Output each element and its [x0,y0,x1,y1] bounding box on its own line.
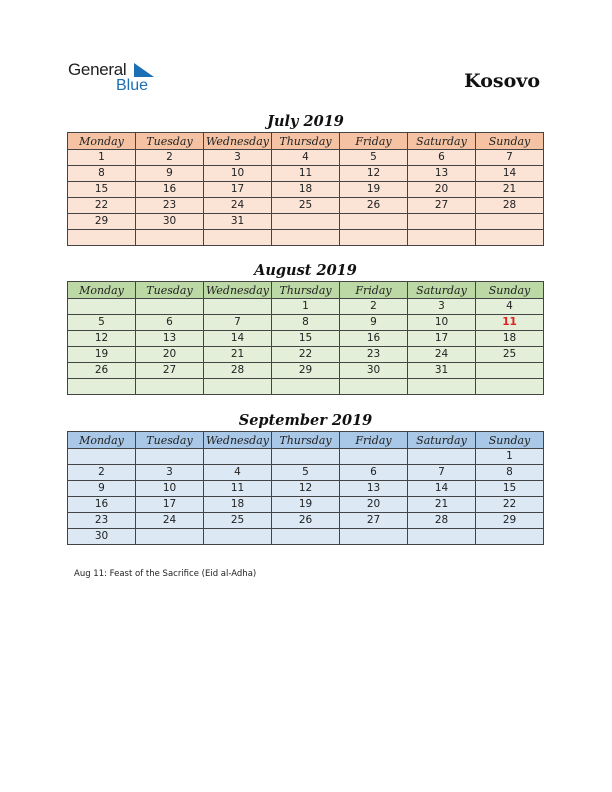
day-cell: 28 [204,363,272,379]
day-cell: 7 [204,315,272,331]
day-cell: 23 [340,347,408,363]
day-cell: 22 [272,347,340,363]
day-cell: 26 [68,363,136,379]
day-cell: 30 [340,363,408,379]
day-cell: 22 [68,198,136,214]
day-cell: 25 [272,198,340,214]
day-cell: 20 [408,182,476,198]
day-cell: 1 [68,150,136,166]
empty-day-cell [340,379,408,395]
day-cell: 30 [68,529,136,545]
empty-day-cell [476,379,544,395]
empty-day-cell [204,230,272,246]
empty-day-cell [340,230,408,246]
weekday-header: Sunday [476,432,544,449]
day-cell: 9 [340,315,408,331]
empty-day-cell [272,449,340,465]
week-row [68,497,544,513]
day-cell: 3 [204,150,272,166]
day-cell: 18 [272,182,340,198]
week-row [68,465,544,481]
day-cell: 19 [340,182,408,198]
day-cell: 17 [136,497,204,513]
day-cell: 20 [136,347,204,363]
week-row [68,481,544,497]
day-cell: 2 [340,299,408,315]
week-row [68,230,544,246]
day-cell: 28 [476,198,544,214]
weekday-header: Monday [68,133,136,150]
day-cell: 11 [476,315,544,331]
day-cell: 25 [476,347,544,363]
day-cell: 23 [68,513,136,529]
day-cell: 5 [68,315,136,331]
day-cell: 19 [68,347,136,363]
week-row [68,150,544,166]
weekday-header-row [68,432,544,449]
empty-day-cell [204,379,272,395]
week-row [68,182,544,198]
day-cell: 24 [408,347,476,363]
logo [68,60,168,96]
month-august [67,261,544,395]
empty-day-cell [136,529,204,545]
day-cell: 29 [68,214,136,230]
empty-day-cell [408,230,476,246]
empty-day-cell [272,529,340,545]
day-cell: 10 [408,315,476,331]
day-cell: 24 [136,513,204,529]
day-cell: 4 [476,299,544,315]
day-cell: 12 [272,481,340,497]
empty-day-cell [204,449,272,465]
day-cell: 8 [68,166,136,182]
day-cell: 14 [204,331,272,347]
empty-day-cell [476,363,544,379]
empty-day-cell [340,449,408,465]
month-title: August 2019 [254,262,357,279]
calendar-table [67,132,544,246]
day-cell: 8 [476,465,544,481]
logo-word-general: General [68,60,127,79]
weekday-header: Monday [68,282,136,299]
day-cell: 13 [136,331,204,347]
weekday-header: Saturday [408,282,476,299]
empty-day-cell [408,379,476,395]
empty-day-cell [476,230,544,246]
weekday-header: Thursday [272,282,340,299]
day-cell: 3 [408,299,476,315]
day-cell: 6 [408,150,476,166]
empty-day-cell [68,230,136,246]
empty-day-cell [204,299,272,315]
empty-day-cell [340,529,408,545]
week-row [68,315,544,331]
empty-day-cell [136,449,204,465]
weekday-header: Wednesday [204,282,272,299]
day-cell: 23 [136,198,204,214]
day-cell: 1 [272,299,340,315]
weekday-header: Tuesday [136,432,204,449]
day-cell: 31 [408,363,476,379]
empty-day-cell [204,529,272,545]
day-cell: 9 [136,166,204,182]
month-july [67,112,544,246]
day-cell: 12 [340,166,408,182]
day-cell: 10 [136,481,204,497]
empty-day-cell [136,299,204,315]
day-cell: 11 [204,481,272,497]
empty-day-cell [408,529,476,545]
week-row [68,449,544,465]
day-cell: 7 [476,150,544,166]
day-cell: 27 [408,198,476,214]
day-cell: 21 [204,347,272,363]
day-cell: 20 [340,497,408,513]
empty-day-cell [136,230,204,246]
day-cell: 27 [340,513,408,529]
day-cell: 28 [408,513,476,529]
day-cell: 22 [476,497,544,513]
empty-day-cell [408,214,476,230]
day-cell: 4 [272,150,340,166]
calendar-table [67,281,544,395]
day-cell: 6 [340,465,408,481]
day-cell: 24 [204,198,272,214]
day-cell: 12 [68,331,136,347]
empty-day-cell [136,379,204,395]
day-cell: 13 [408,166,476,182]
day-cell: 14 [476,166,544,182]
weekday-header-row [68,133,544,150]
empty-day-cell [340,214,408,230]
day-cell: 29 [476,513,544,529]
day-cell: 29 [272,363,340,379]
country-title: Kosovo [464,70,540,92]
day-cell: 26 [272,513,340,529]
weekday-header: Friday [340,133,408,150]
weekday-header: Friday [340,282,408,299]
day-cell: 5 [272,465,340,481]
week-row [68,529,544,545]
day-cell: 13 [340,481,408,497]
day-cell: 2 [68,465,136,481]
day-cell: 5 [340,150,408,166]
week-row [68,166,544,182]
weekday-header: Tuesday [136,133,204,150]
day-cell: 25 [204,513,272,529]
day-cell: 16 [340,331,408,347]
weekday-header: Wednesday [204,432,272,449]
weekday-header: Thursday [272,432,340,449]
weekday-header: Monday [68,432,136,449]
calendar-table [67,431,544,545]
day-cell: 31 [204,214,272,230]
weekday-header: Saturday [408,432,476,449]
empty-day-cell [476,214,544,230]
day-cell: 30 [136,214,204,230]
empty-day-cell [68,299,136,315]
day-cell: 16 [136,182,204,198]
weekday-header: Wednesday [204,133,272,150]
week-row [68,299,544,315]
empty-day-cell [272,379,340,395]
day-cell: 11 [272,166,340,182]
day-cell: 15 [476,481,544,497]
day-cell: 6 [136,315,204,331]
empty-day-cell [68,449,136,465]
week-row [68,331,544,347]
weekday-header: Sunday [476,282,544,299]
holiday-note: Aug 11: Feast of the Sacrifice (Eid al-Adha) [74,569,257,579]
weekday-header: Sunday [476,133,544,150]
day-cell: 2 [136,150,204,166]
day-cell: 8 [272,315,340,331]
day-cell: 15 [68,182,136,198]
day-cell: 15 [272,331,340,347]
day-cell: 14 [408,481,476,497]
day-cell: 21 [408,497,476,513]
empty-day-cell [476,529,544,545]
logo-triangle-icon [134,63,154,77]
week-row [68,513,544,529]
day-cell: 17 [204,182,272,198]
day-cell: 19 [272,497,340,513]
week-row [68,214,544,230]
day-cell: 18 [204,497,272,513]
day-cell: 18 [476,331,544,347]
day-cell: 21 [476,182,544,198]
weekday-header-row [68,282,544,299]
weekday-header: Thursday [272,133,340,150]
empty-day-cell [272,214,340,230]
empty-day-cell [68,379,136,395]
month-title: September 2019 [238,412,373,429]
month-title: July 2019 [267,113,344,130]
day-cell: 1 [476,449,544,465]
day-cell: 10 [204,166,272,182]
day-cell: 16 [68,497,136,513]
day-cell: 26 [340,198,408,214]
week-row [68,198,544,214]
empty-day-cell [408,449,476,465]
week-row [68,379,544,395]
week-row [68,363,544,379]
day-cell: 9 [68,481,136,497]
weekday-header: Friday [340,432,408,449]
week-row [68,347,544,363]
weekday-header: Tuesday [136,282,204,299]
month-september [67,411,544,545]
day-cell: 3 [136,465,204,481]
logo-word-blue: Blue [116,77,149,94]
weekday-header: Saturday [408,133,476,150]
empty-day-cell [272,230,340,246]
day-cell: 17 [408,331,476,347]
day-cell: 27 [136,363,204,379]
day-cell: 7 [408,465,476,481]
day-cell: 4 [204,465,272,481]
